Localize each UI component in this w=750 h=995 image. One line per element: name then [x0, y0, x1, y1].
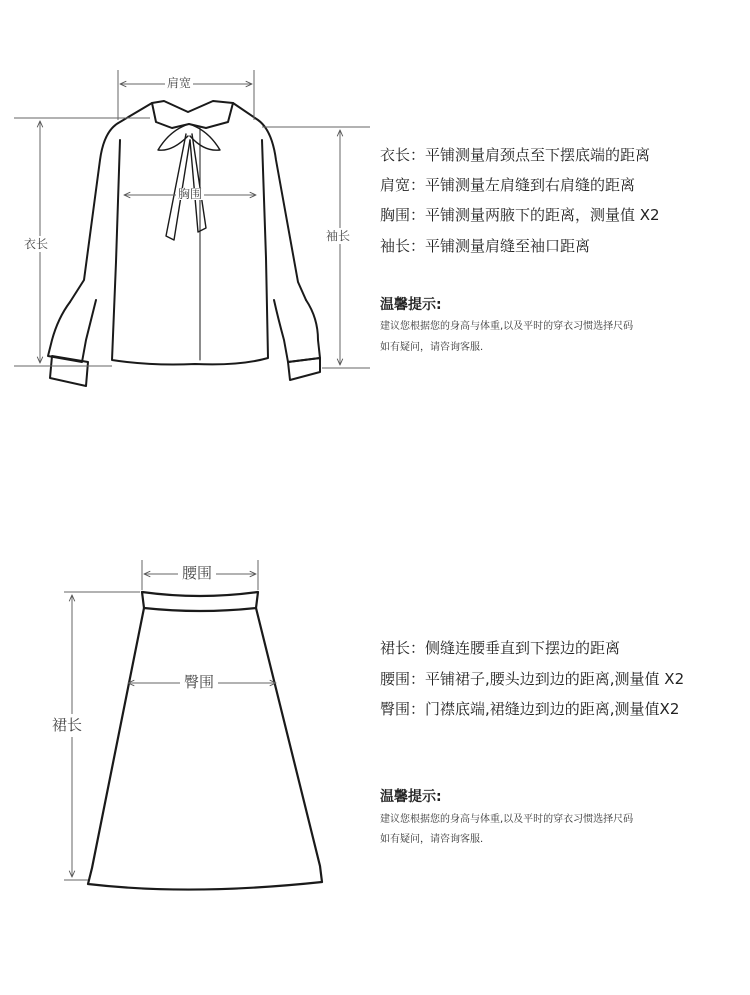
skirt-measure-waist: 腰围：平铺裙子,腰头边到边的距离,测量值 X2 — [380, 670, 685, 688]
skirt-measure-length: 裙长：侧缝连腰垂直到下摆边的距离 — [380, 639, 621, 657]
top-tip-line2: 如有疑问，请咨询客服. — [380, 342, 484, 353]
skirt-measure-hip: 臀围：门襟底端,裙缝边到边的距离,测量值X2 — [380, 700, 680, 718]
waist-label: 腰围 — [178, 566, 216, 581]
top-measure-shoulder: 肩宽：平铺测量左肩缝到右肩缝的距离 — [380, 176, 636, 194]
top-length-label: 衣长 — [24, 237, 49, 251]
top-tip-line1: 建议您根据您的身高与体重,以及平时的穿衣习惯选择尺码 — [380, 321, 634, 332]
sleeve-length-label: 袖长 — [326, 229, 351, 243]
skirt-length-label: 裙长 — [52, 714, 82, 737]
skirt-drawing — [88, 592, 322, 890]
shoulder-width-label: 肩宽 — [167, 76, 192, 90]
hip-label: 臀围 — [180, 675, 218, 690]
skirt-tip-title: 温馨提示: — [380, 789, 442, 805]
chest-label: 胸围 — [178, 187, 203, 201]
top-tip-title: 温馨提示: — [380, 297, 442, 313]
top-measure-chest: 胸围：平铺测量两腋下的距离，测量值 X2 — [380, 206, 660, 224]
skirt-tip-line1: 建议您根据您的身高与体重,以及平时的穿衣习惯选择尺码 — [380, 814, 634, 825]
blouse-drawing — [48, 101, 320, 386]
top-measure-length: 衣长：平铺测量肩颈点至下摆底端的距离 — [380, 146, 651, 164]
skirt-dimension-lines — [64, 560, 276, 880]
skirt-tip-line2: 如有疑问，请咨询客服. — [380, 834, 484, 845]
top-measure-sleeve: 袖长：平铺测量肩缝至袖口距离 — [380, 237, 591, 255]
